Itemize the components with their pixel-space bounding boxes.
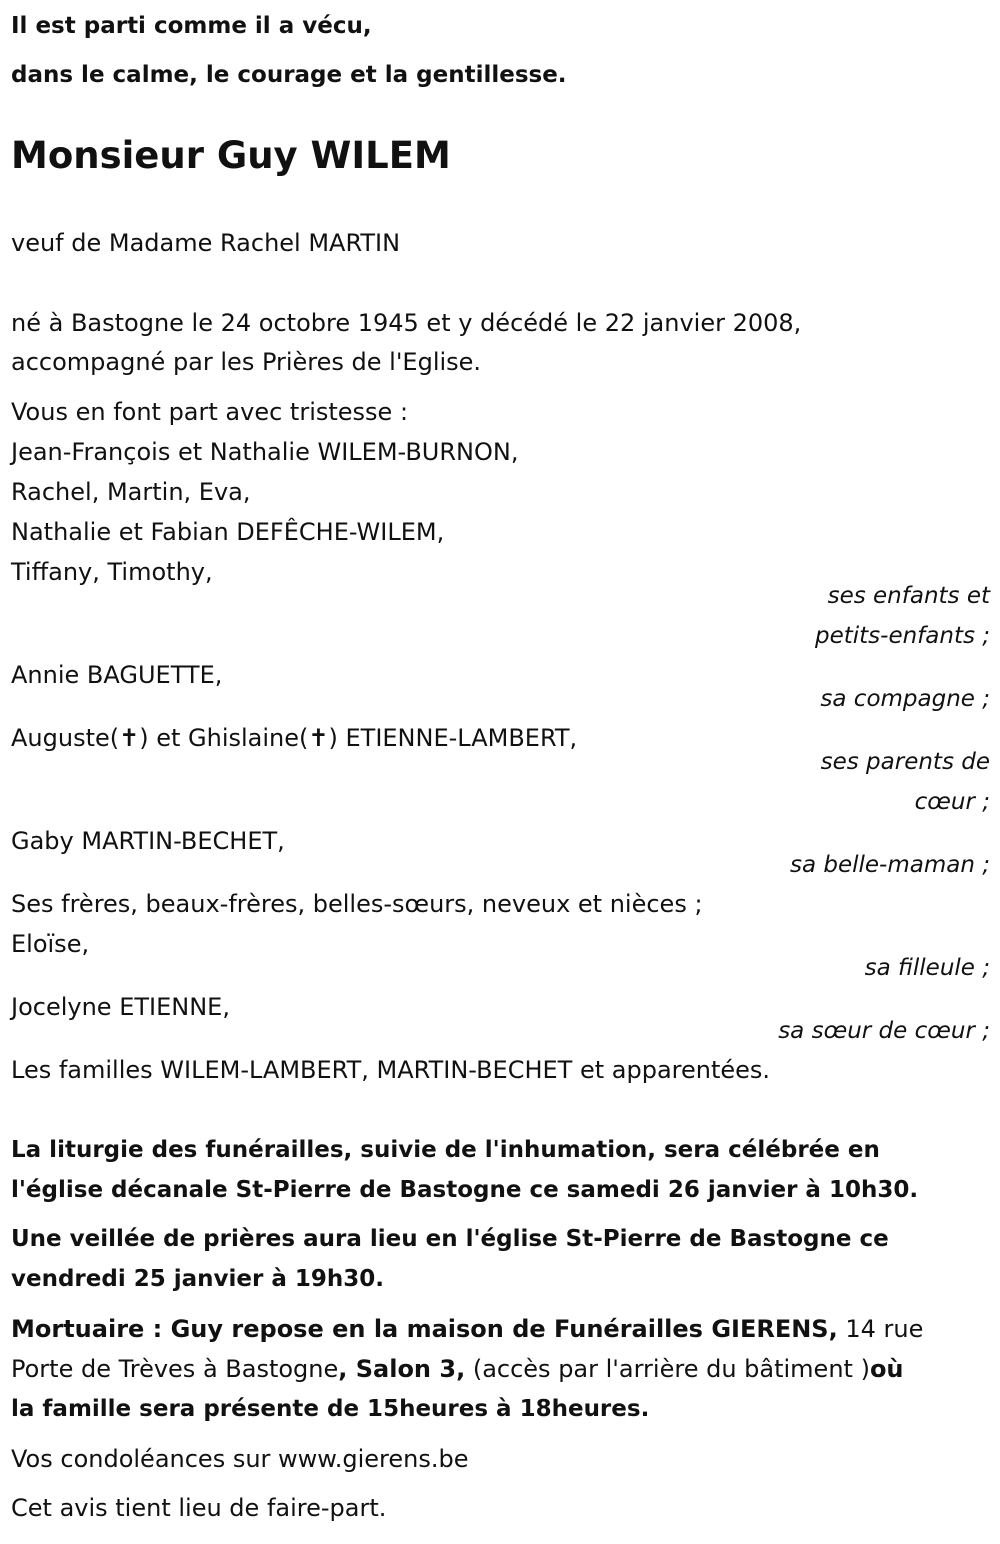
mortuary-line-1-bold: Mortuaire : Guy repose en la maison de Funérailles GIERENS, (11, 1315, 838, 1343)
liturgy-line-2: l'église décanale St-Pierre de Bastogne ce samedi 26 janvier à 10h30. (11, 1177, 919, 1203)
vigil-line-1: Une veillée de prières aura lieu en l'église St-Pierre de Bastogne ce (11, 1226, 889, 1252)
companion-line: Annie BAGUETTE, (11, 661, 223, 689)
liturgy-line-1: La liturgie des funérailles, suivie de l'inhumation, sera célébrée en (11, 1137, 880, 1163)
widower-line: veuf de Madame Rachel MARTIN (11, 229, 401, 257)
goddaughter-relation: sa filleule ; (864, 955, 990, 981)
mortuary-line-2-c: (accès par l'arrière du bâtiment ) (465, 1355, 870, 1383)
family-intro: Vous en font part avec tristesse : (11, 398, 409, 426)
mortuary-line-2 (11, 1349, 904, 1389)
mortuary-line-3: la famille sera présente de 15heures à 18heures. (11, 1396, 650, 1422)
children-relation-1: ses enfants et (827, 583, 990, 609)
goddaughter-line: Eloïse, (11, 930, 90, 958)
children-line-2: Rachel, Martin, Eva, (11, 478, 251, 506)
mortuary-line-2-a: Porte de Trèves à Bastogne (11, 1355, 339, 1383)
children-line-4: Tiffany, Timothy, (11, 558, 213, 586)
families-line: Les familles WILEM-LAMBERT, MARTIN-BECHET et apparentées. (11, 1056, 771, 1084)
born-died-line: né à Bastogne le 24 octobre 1945 et y décédé le 22 janvier 2008, (11, 309, 802, 337)
parents-relation-2: cœur ; (914, 789, 990, 815)
sister-line: Jocelyne ETIENNE, (11, 993, 230, 1021)
vigil-line-2: vendredi 25 janvier à 19h30. (11, 1266, 384, 1292)
deceased-name: Monsieur Guy WILEM (11, 134, 451, 177)
sister-relation: sa sœur de cœur ; (778, 1018, 990, 1044)
quote-line-2: dans le calme, le courage et la gentillesse. (11, 62, 567, 88)
quote-line-1: Il est parti comme il a vécu, (11, 13, 372, 39)
children-relation-2: petits-enfants ; (814, 623, 990, 649)
mortuary-line-1-normal: 14 rue (837, 1315, 924, 1343)
siblings-line: Ses frères, beaux-frères, belles-sœurs, neveux et nièces ; (11, 890, 703, 918)
mortuary-line-2-b: , Salon 3, (338, 1355, 466, 1383)
mortuary-line-2-d: où (869, 1355, 904, 1383)
parents-relation-1: ses parents de (820, 749, 990, 775)
children-line-3: Nathalie et Fabian DEFÊCHE-WILEM, (11, 518, 445, 546)
mortuary-line-1 (11, 1309, 923, 1349)
mother-in-law-relation: sa belle-maman ; (789, 852, 990, 878)
children-line-1: Jean-François et Nathalie WILEM-BURNON, (11, 438, 519, 466)
condolences-line: Vos condoléances sur www.gierens.be (11, 1445, 469, 1473)
prayers-line: accompagné par les Prières de l'Eglise. (11, 348, 482, 376)
notice-line: Cet avis tient lieu de faire-part. (11, 1494, 387, 1522)
companion-relation: sa compagne ; (820, 686, 990, 712)
mother-in-law-line: Gaby MARTIN-BECHET, (11, 827, 285, 855)
parents-line: Auguste(✝) et Ghislaine(✝) ETIENNE-LAMBERT, (11, 724, 578, 752)
